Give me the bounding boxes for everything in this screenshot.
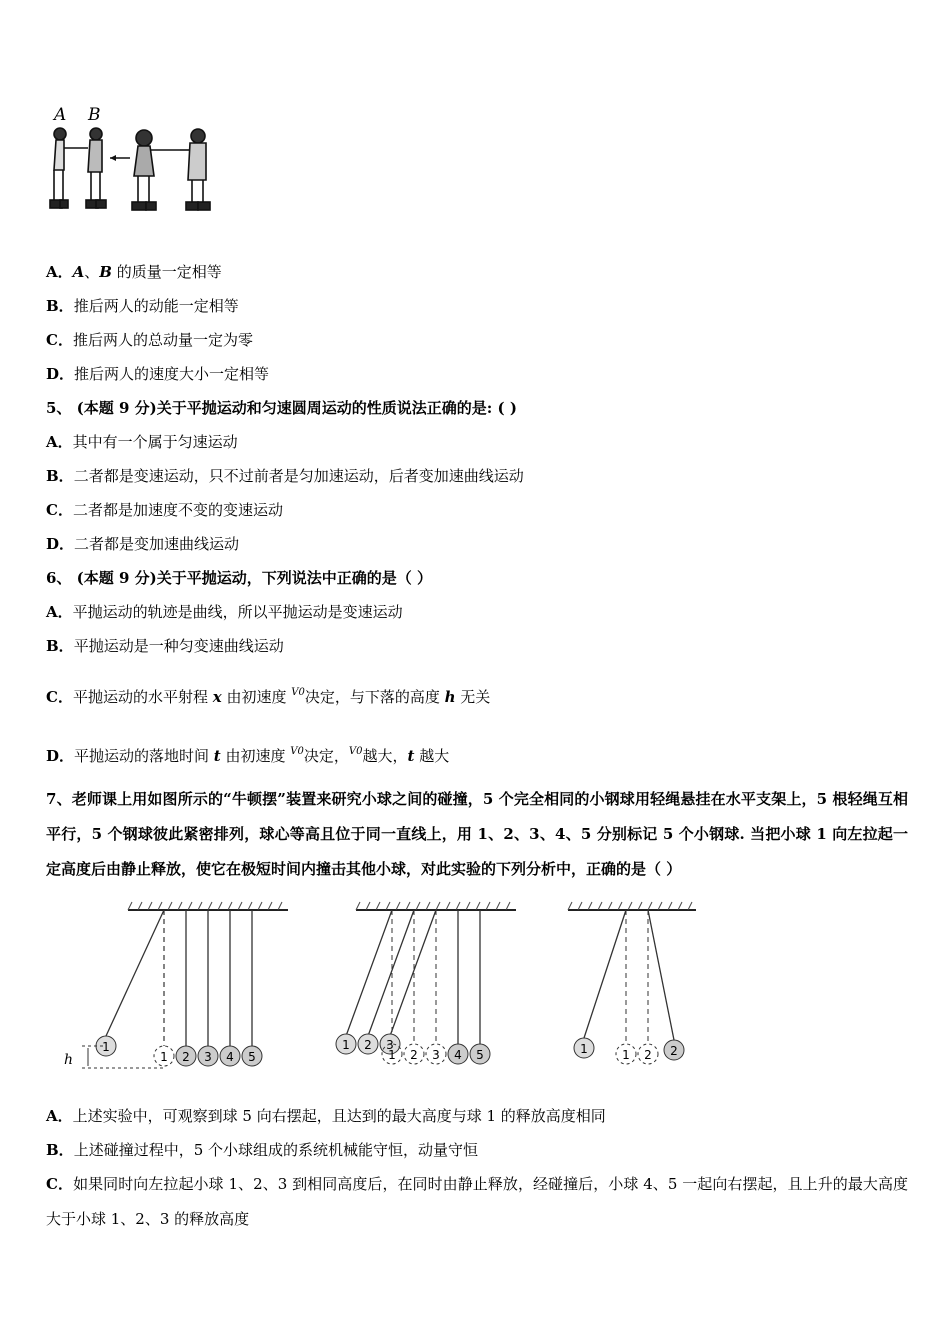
svg-text:1: 1 [342, 1038, 350, 1052]
cradle-panel-1 [64, 902, 288, 1068]
q4-option-d: D．推后两人的速度大小一定相等 [46, 365, 270, 383]
q5-option-c: C．二者都是加速度不变的变速运动 [46, 501, 283, 519]
svg-text:4: 4 [454, 1048, 462, 1062]
svg-text:5: 5 [476, 1048, 484, 1062]
q6-option-d: D．平抛运动的落地时间 t 由初速度 $^{V0}$决定，$^{V0}$越大，t 越大 [46, 746, 450, 765]
v0-symbol: V0 [348, 746, 363, 757]
q4-option-c: C．推后两人的总动量一定为零 [46, 331, 253, 349]
v0-symbol: V0 [291, 687, 305, 698]
newtons-cradle-figure [60, 898, 710, 1083]
q6-option-c: C．平抛运动的水平射程 x 由初速度 $^{V0}$决定，与下落的高度 h 无关 [46, 687, 491, 706]
q7-option-b: B．上述碰撞过程中，5 个小球组成的系统机械能守恒，动量守恒 [46, 1141, 479, 1159]
svg-text:2: 2 [364, 1038, 372, 1052]
svg-text:4: 4 [226, 1050, 234, 1064]
svg-text:3: 3 [204, 1050, 212, 1064]
skater-b-after [180, 129, 210, 210]
q7-stem: 7、老师课上用如图所示的“牛顿摆”装置来研究小球之间的碰撞，5 个完全相同的小钢球用轻绳悬挂在水平支架上，5 根轻绳互相平行，5 个钢球彼此紧密排列，球心等高且位于同一直线上，用 1、2、3、4、5 分别标记 5 个小钢球. 当把小球 1 向左拉起一定高度后由静止释放，使它在极短时间内撞击其他小球，对此实验的下列分析中，正确的是（ ） [46, 790, 908, 878]
skater-a-before [50, 128, 88, 208]
q5-stem: 5、 (本题 9 分)关于平抛运动和匀速圆周运动的性质说法正确的是: ( ) [46, 399, 517, 417]
cradle-panel-3 [568, 902, 696, 1064]
q7-option-a: A．上述实验中，可观察到球 5 向右摆起，且达到的最大高度与球 1 的释放高度相同 [46, 1107, 606, 1125]
svg-text:5: 5 [248, 1050, 256, 1064]
svg-text:1: 1 [622, 1048, 630, 1062]
svg-text:2: 2 [644, 1048, 652, 1062]
cradle-panel-2 [336, 902, 516, 1064]
arrowhead-icon [110, 155, 116, 161]
skater-a-after [132, 130, 180, 210]
q4-option-b: B．推后两人的动能一定相等 [46, 297, 239, 315]
skater-b-before [86, 128, 106, 208]
svg-text:3: 3 [386, 1038, 394, 1052]
q6-option-b: B．平抛运动是一种匀变速曲线运动 [46, 637, 284, 655]
v0-symbol: V0 [290, 746, 304, 757]
skaters-figure [44, 100, 224, 225]
svg-text:1: 1 [160, 1050, 168, 1064]
q5-option-d: D．二者都是变加速曲线运动 [46, 535, 240, 553]
q4-option-a: A．A、B 的质量一定相等 [46, 263, 222, 281]
svg-text:2: 2 [670, 1044, 678, 1058]
label-b: B [88, 105, 101, 125]
svg-text:2: 2 [410, 1048, 418, 1062]
svg-text:1: 1 [102, 1040, 110, 1054]
q7-option-c: C．如果同时向左拉起小球 1、2、3 到相同高度后，在同时由静止释放，经碰撞后，小球 4、5 一起向右摆起，且上升的最大高度大于小球 1、2、3 的释放高度 [46, 1175, 908, 1228]
h-label: h [64, 1052, 74, 1068]
svg-text:2: 2 [182, 1050, 190, 1064]
q5-option-b: B．二者都是变速运动，只不过前者是匀加速运动，后者变加速曲线运动 [46, 467, 524, 485]
q6-stem: 6、 (本题 9 分)关于平抛运动，下列说法中正确的是（ ） [46, 569, 432, 587]
svg-text:1: 1 [580, 1042, 588, 1056]
svg-text:1: 1 [388, 1048, 396, 1062]
q5-option-a: A．其中有一个属于匀速运动 [46, 433, 238, 451]
label-a: A [54, 105, 67, 125]
q6-option-a: A．平抛运动的轨迹是曲线，所以平抛运动是变速运动 [46, 603, 403, 621]
svg-text:3: 3 [432, 1048, 440, 1062]
